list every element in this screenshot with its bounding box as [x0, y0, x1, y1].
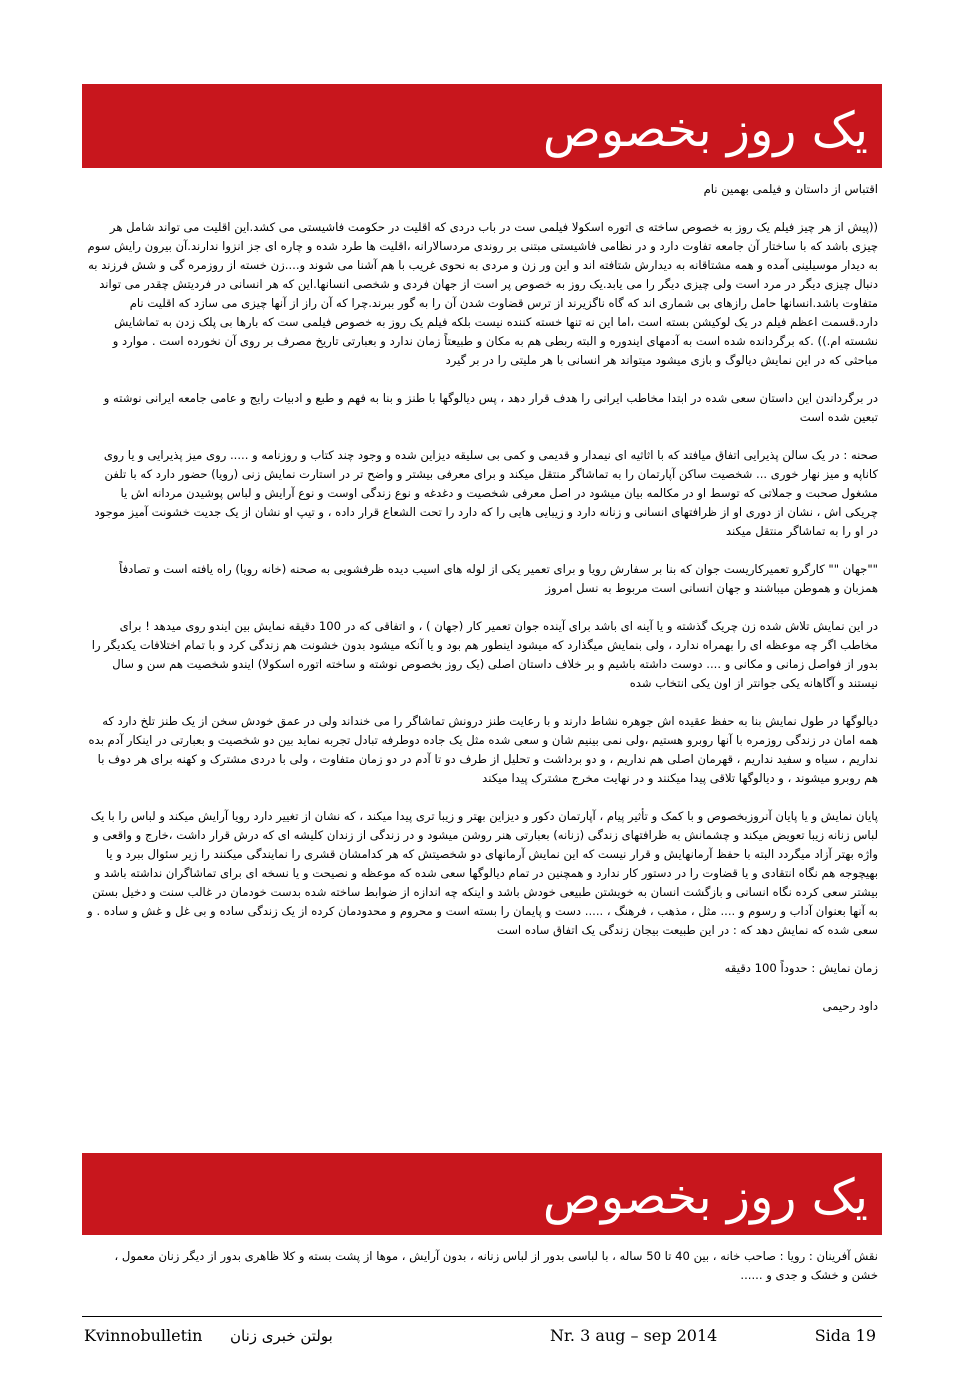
footer-issue: Nr. 3 aug – sep 2014	[550, 1326, 718, 1345]
footer-publication-persian: بولتن خبری زنان	[230, 1327, 333, 1345]
article-subtitle: اقتباس از داستان و فیلمی بهمین نام	[703, 182, 878, 196]
article-paragraph: در برگرداندن این داستان سعی شده در ابتدا مخاطب ایرانی را هدف قرار دهد ، پس دیالوگها با طنز و بنا به فهم و طبع و ادبیات رایج و عامی جامعه ایرانی نوشته و تبعین شده است	[103, 391, 878, 424]
article-paragraph: پایان نمایش و یا پایان آنروزبخصوص و با کمک و تأثیر پیام ، آپارتمان دکور و دیزاین بهتر و زیبا تری پیدا میکند ، که نشان از تغییر دارد رویا آرایش میکند و لباس را با یک لباس زنانه زیبا تعویض میکند و چشمانش به ظرافتهای زندگی (زنانه) بعبارتی هنر روشن میشود و در زندگی از زندان کلیشه ای که درش قرار داشت ،خارج و واقعی و واژه بهتر آزاد میگردد البته با حفظ آرمانهایش و قرار نیست که این نمایش آرمانهای دو شخصیتش که هر کدامشان قشری را نمایندگی میکنند را زیر سئوال ببرد و یا بهیچوجه هم نگاه انتقادی و یا قضاوت را در دستور کار ندارد و همچنین در تمام دیالوگها سعی شده که موعظه و نصیحت و یا نسخه ای برای تماشاگران نداشته باشد و بیشتر سعی کرده نگاه انسانی و بازگشت انسان به خویشتن طبیعی خودش باشد و اینکه چه اندازه از ضوابط ساخته شده بدست خودمان در غالب سنت و دخیل بستن به آنها بعنوان آداب و رسوم و .... مثل ، مذهب ، فرهنگ ، ..... دست و پایمان را بسته است و محروم و محدودمان کرده از یک زندگی ساده و بی غل و غش و ساده . و سعی شده که نمایش دهد که : در این طبیعت بیجان زندگی یک اتفاق ساده است	[87, 809, 878, 937]
cast-section	[86, 1247, 878, 1285]
article-paragraph: در این نمایش تلاش شده زن چریک گذشته و یا آینه ای باشد برای آینده جوان تعمیر کار (جهان ) ، و اتفاقی که در 100 دقیقه نمایش بین ایندو روی میدهد ! برای مخاطب اگر چه موعظه ای را بهمراه ندارد ، ولی بنمایش میگذارد که میشود اینطور هم بود و یا آنکه میشود بدون خشونت هم زندگی کرد و با تمام اختلافات یکدیگر را بدور از فواصل زمانی و مکانی و .... دوست داشته باشیم و بر خلاف داستان اصلی (یک روز بخصوص نوشته و ساخته اتوره اسکولا) ایندو شخصیت هم سن و سال نیستند و آگاهانه یکی جوانتر از اون یکی انتخاب شده	[91, 619, 878, 690]
title-banner-repeat	[82, 1153, 882, 1235]
banner-title: یک روز بخصوص	[542, 102, 868, 158]
footer-publication: Kvinnobulletin	[84, 1326, 203, 1345]
article-paragraph: ((پیش از هر چیز فیلم یک روز به خصوص ساخته ی اتوره اسکولا فیلمی ست در باب دردی که اقلیت در حکومت فاشیستی می کشد.این اقلیت می تواند شامل هر چیزی باشد که با ساختار آن جامعه تفاوت دارد و در نظامی فاشیستی مبتنی بر روندی مردسالارانه ،اقلیت ها طرد شده و چاره ای جز انزوا ندارند.آن بیرون رایش سوم به دیدار موسیلینی آمده و همه مشتاقانه به دیدارش شتافته اند و این ور زن و مردی به نحوی غریب با هم آشنا می شوند و....زن خسته از روزمره گی و شش فرزند به دنبال چیزی دیگر در مرد است ولی چیزی دیگر را می یابد.یک روز به خصوص پر است از جهان فردی و شخصی انسانها.این که هر انسانی در فردیتش چقدر می تواند متفاوت باشد.انسانها حامل رازهای بی شماری اند که گاه ناگزیرند از ترس قضاوت شدن آن را به گور ببرند.چرا که آن راز از آنها چیزی می سازد که اقلیت نام دارد.قسمت اعظم فیلم در یک لوکیشن بسته است ،اما این نه تنها خسته کننده نیست بلکه فیلم یک روز به خصوص فیلمی ست که بارها بی پلک زدن به تماشایش نشسته ام.)) .که برگردانده شده است به آدمهای ایندوره و البته ربطی هم به مکان و طبیعتاً زمان ندارد و بعبارتی تاریخ مصرف بر روی آن نخورده است . موارد و مباحثی که در این نمایش دیالوگ و بازی میشود میتواند هر انسانی با هر ملیتی را در بر گیرد	[87, 220, 878, 367]
article-paragraph: ""جهان "" کارگرو تعمیرکاریست جوان که بنا بر سفارش رویا و برای تعمیر یکی از لوله های اسیب دیده ظرفشویی به صحنه (خانه رویا) راه یافته است و تصادفاً همزبان و هموطن میباشند و جهان انسانی است مربوط به نسل امروز	[119, 562, 878, 595]
article-paragraph: دیالوگها در طول نمایش بنا به حفظ عقیده اش جوهره نشاط دارند و با رعایت طنز درونش تماشاگر را می خنداند ولی در عمق خودش سخن از یک طنز تلخ دارد که همه امان در زندگی روزمره با آنها روبرو هستیم ،ولی نمی بینیم شان و سعی شده مثل یک جاده دوطرفه تبادل تجربه نماید بین دو شخصیت و بعبارتی در اینکار آدم بده نداریم ، سیاه و سفید نداریم ، قهرمان اصلی هم نداریم ، و دو برداشت و تحلیل از طرف دو تا آدم در دو زمان متفاوت ، ولی با دردی مشترک و کهنه برای هر دوف با هم روبرو میشوند ، و دیالوگها تلاقی پیدا میکنند و در نهایت مخرج مشترک پیدا میکند	[88, 714, 878, 785]
running-time: زمان نمایش : حدوداً 100 دقیقه	[724, 961, 878, 975]
author-name: داود رحیمی	[822, 999, 878, 1013]
banner-title: یک روز بخصوص	[542, 1169, 868, 1225]
cast-paragraph: نقش آفرینان : رویا : صاحب خانه ، بین 40 تا 50 ساله ، با لباسی بدور از لباس زنانه ، بدون آرایش ، موها از پشت بسته و کلا ظاهری بدور از دیگر زنان معمول ، خشن و خشک و جدی و ......	[114, 1249, 878, 1282]
article-body	[86, 180, 878, 1016]
title-banner	[82, 84, 882, 168]
footer-page-number: Sida 19	[814, 1326, 876, 1345]
footer-divider	[82, 1316, 882, 1317]
article-paragraph: صحنه : در یک سالن پذیرایی اتفاق میافتد که با اثاثیه ای نیمدار و قدیمی و کمی بی سلیقه دیزاین شده و وجود چند کتاب و روزنامه و ..... روی میز پذیرایی و یا روی کاناپه و میز نهار خوری ... شخصیت ساکن آپارتمان را به تماشاگر منتقل میکند و برای معرفی بیشتر و واضح تر در استارت نمایش زنی (رویا) حضور دارد که با تلفن مشغول صحبت و جملاتی که توسط او در مکالمه بیان میشود در اصل معرفی شخصیت و دغدغه و نوع زندگی اوست و نوع آرایش و لباس پوشیدن مردانه اش یا چریکی اش ، نشان از دوری او از ظرافتهای انسانی و زنانه دارد و زیبایی هایی را که دارد را تحت الشعاع قرار داده ، و تیپ او نشان از یک جدیت خشونت آمیز موجود در او را به تماشاگر منتقل میکند	[94, 448, 878, 538]
page-footer	[82, 1322, 882, 1350]
